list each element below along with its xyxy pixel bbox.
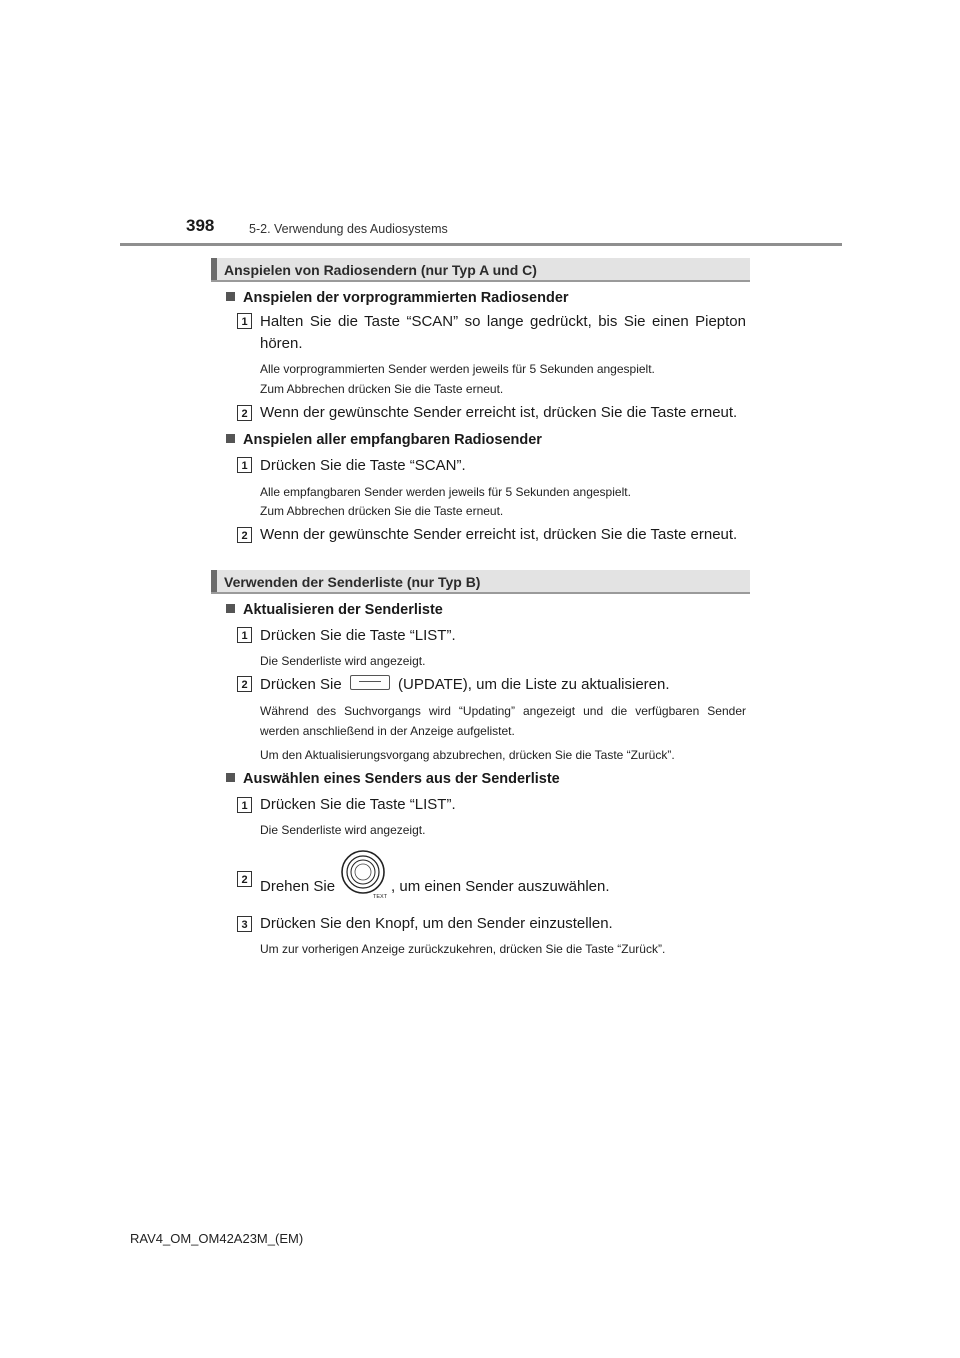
step-text-update xyxy=(260,674,746,696)
step-text: Wenn der gewünschte Sender erreicht ist, drücken Sie die Taste erneut. xyxy=(260,526,738,543)
note-line: Alle empfangbaren Sender werden jeweils für 5 Sekunden angespielt. xyxy=(260,485,631,499)
sub-heading-text: Anspielen der vorprogrammierten Radiosender xyxy=(243,290,569,306)
sub-heading-text: Anspielen aller empfangbaren Radiosender xyxy=(243,432,542,448)
note-line: Zum Abbrechen drücken Sie die Taste erneut. xyxy=(260,382,504,396)
step-number: 1 xyxy=(237,313,252,329)
sub-heading-update-list xyxy=(226,602,443,618)
step-text: Drücken Sie die Taste “LIST”. xyxy=(260,796,456,813)
square-bullet-icon xyxy=(226,604,235,613)
step-number: 2 xyxy=(237,527,252,543)
square-bullet-icon xyxy=(226,434,235,443)
step-text-before: Drücken Sie xyxy=(260,676,342,693)
page-number: 398 xyxy=(186,216,215,235)
note-line: Alle vorprogrammierten Sender werden jeweils für 5 Sekunden angespielt. xyxy=(260,362,655,376)
section-accent xyxy=(211,258,217,280)
note-line: Um den Aktualisierungsvorgang abzubrechen, drücken Sie die Taste “Zurück”. xyxy=(260,748,675,762)
step-number: 2 xyxy=(237,405,252,421)
step-text: Halten Sie die Taste “SCAN” so lange gedrückt, bis Sie einen Piepton hören. xyxy=(260,313,746,352)
section-title: Verwenden der Senderliste (nur Typ B) xyxy=(224,574,481,590)
sub-heading-all-scan xyxy=(226,432,542,448)
header-divider xyxy=(120,243,842,246)
step-number: 1 xyxy=(237,627,252,643)
note-paragraph: Während des Suchvorgangs wird “Updating” angezeigt und die verfügbaren Sender werden anschließend in der Anzeige aufgelistet. xyxy=(260,704,746,738)
section-heading-station-list xyxy=(211,570,750,594)
step-text-after: , um einen Sender auszuwählen. xyxy=(391,877,610,895)
step-number: 1 xyxy=(237,457,252,473)
note-line: Zum Abbrechen drücken Sie die Taste erneut. xyxy=(260,504,504,518)
update-button-icon xyxy=(350,675,390,690)
section-heading-scan xyxy=(211,258,750,282)
note-line: Um zur vorherigen Anzeige zurückzukehren, drücken Sie die Taste “Zurück”. xyxy=(260,942,666,956)
section-accent xyxy=(211,570,217,592)
step-text: Wenn der gewünschte Sender erreicht ist, drücken Sie die Taste erneut. xyxy=(260,404,738,421)
note-line: Die Senderliste wird angezeigt. xyxy=(260,654,426,668)
step-number: 1 xyxy=(237,797,252,813)
sub-heading-text: Aktualisieren der Senderliste xyxy=(243,602,443,618)
step-text-after: (UPDATE), um die Liste zu aktualisieren. xyxy=(398,676,670,693)
step-number: 2 xyxy=(237,676,252,692)
note-line: Die Senderliste wird angezeigt. xyxy=(260,823,426,837)
step-text: Drücken Sie den Knopf, um den Sender einzustellen. xyxy=(260,915,613,932)
sub-heading-text: Auswählen eines Senders aus der Senderliste xyxy=(243,771,560,787)
chapter-title: 5-2. Verwendung des Audiosystems xyxy=(249,222,448,236)
sub-heading-select-station xyxy=(226,771,560,787)
step-text: Drücken Sie die Taste “LIST”. xyxy=(260,627,456,644)
step-text-before: Drehen Sie xyxy=(260,877,336,895)
square-bullet-icon xyxy=(226,292,235,301)
sub-heading-preset-scan xyxy=(226,290,569,306)
step-number: 2 xyxy=(237,871,252,887)
knob-label: TEXT xyxy=(373,894,388,899)
document-code: RAV4_OM_OM42A23M_(EM) xyxy=(130,1231,304,1246)
step-number: 3 xyxy=(237,916,252,932)
square-bullet-icon xyxy=(226,773,235,782)
step-text: Drücken Sie die Taste “SCAN”. xyxy=(260,457,466,474)
section-title: Anspielen von Radiosendern (nur Typ A und C) xyxy=(224,262,537,278)
